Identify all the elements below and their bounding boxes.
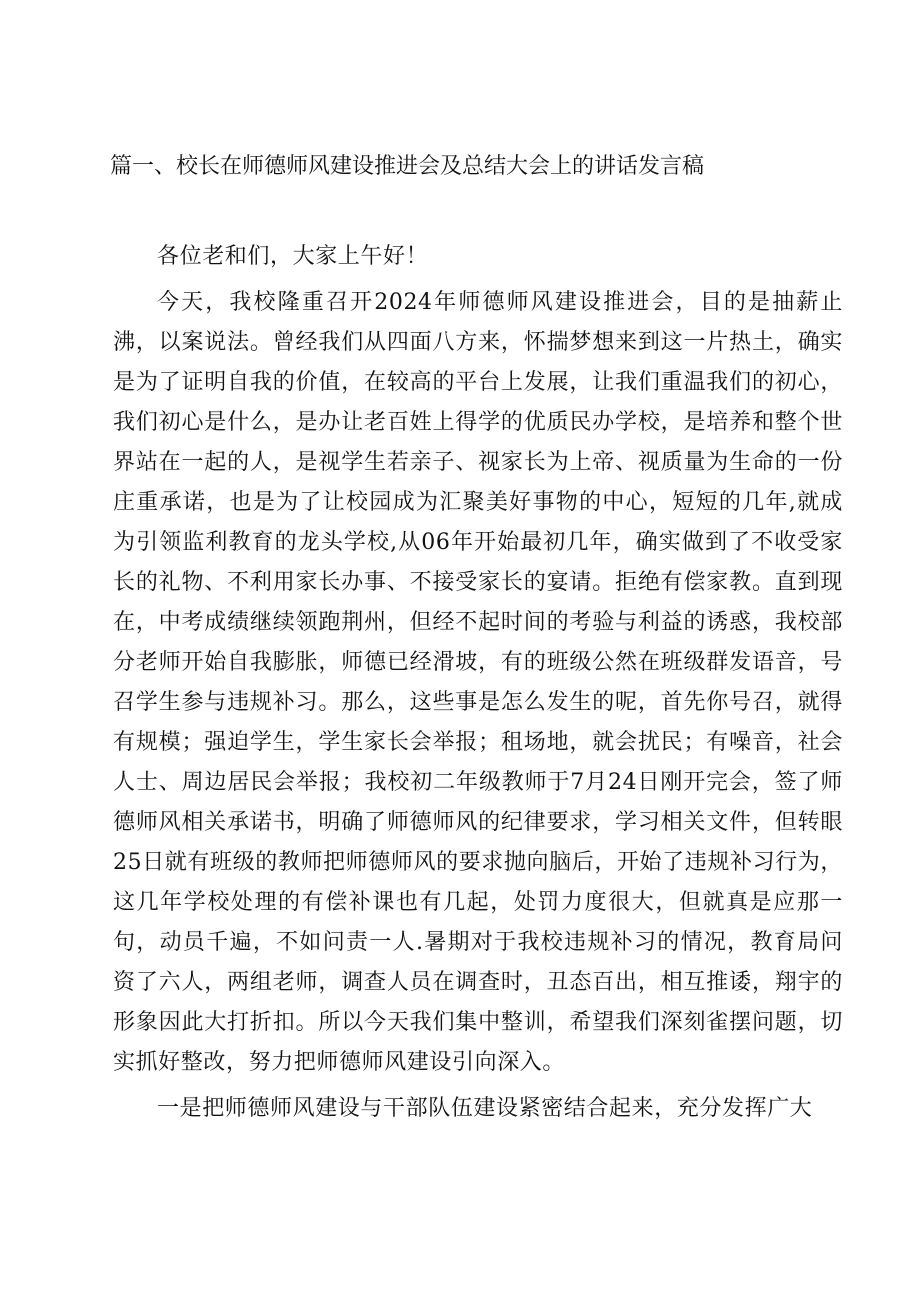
document-title: 篇一、校长在师德师风建设推进会及总结大会上的讲话发言稿 [110, 154, 705, 179]
paragraph-main: 今天，我校隆重召开2024年师德师风建设推进会，目的是抽薪止沸，以案说法。曾经我们从四面八方来，怀揣梦想来到这一片热土，确实是为了证明自我的价值，在较高的平台上发展，让我们重温我们的初心，我们初心是什么，是办让老百姓上得学的优质民办学校，是培养和整个世界站在一起的人，是视学生若亲子、视家长为上帝、视质量为生命的一份庄重承诺，也是为了让校园成为汇聚美好事物的中心，短短的几年,就成为引领监利教育的龙头学校,从06年开始最初几年，确实做到了不收受家长的礼物、不利用家长办事、不接受家长的宴请。拒绝有偿家教。直到现在，中考成绩继续领跑荆州，但经不起时间的考验与利益的诱惑，我校部分老师开始自我膨胀，师德已经滑坡，有的班级公然在班级群发语音，号召学生参与违规补习。那么，这些事是怎么发生的呢，首先你号召，就得有规模；强迫学生，学生家长会举报；租场地，就会扰民；有噪音，社会人士、周边居民会举报；我校初二年级教师于7月24日刚开完会，签了师德师风相关承诺书，明确了师德师风的纪律要求，学习相关文件，但转眼25日就有班级的教师把师德师风的要求抛向脑后，开始了违规补习行为，这几年学校处理的有偿补课也有几起，处罚力度很大，但就真是应那一句，动员千遍，不如问责一人.暑期对于我校违规补习的情况，教育局问资了六人，两组老师，调查人员在调查时，丑态百出，相互推诿，翔宇的形象因此大打折扣。所以今天我们集中整训，希望我们深刻雀摆问题，切实抓好整改，努力把师德师风建设引向深入。 [113, 290, 843, 1075]
document-body [113, 237, 843, 1129]
paragraph-greeting: 各位老和们，大家上午好！ [157, 244, 429, 269]
paragraph-point-one: 一是把师德师风建设与干部队伍建设紧密结合起来，充分发挥广大 [157, 1096, 813, 1121]
